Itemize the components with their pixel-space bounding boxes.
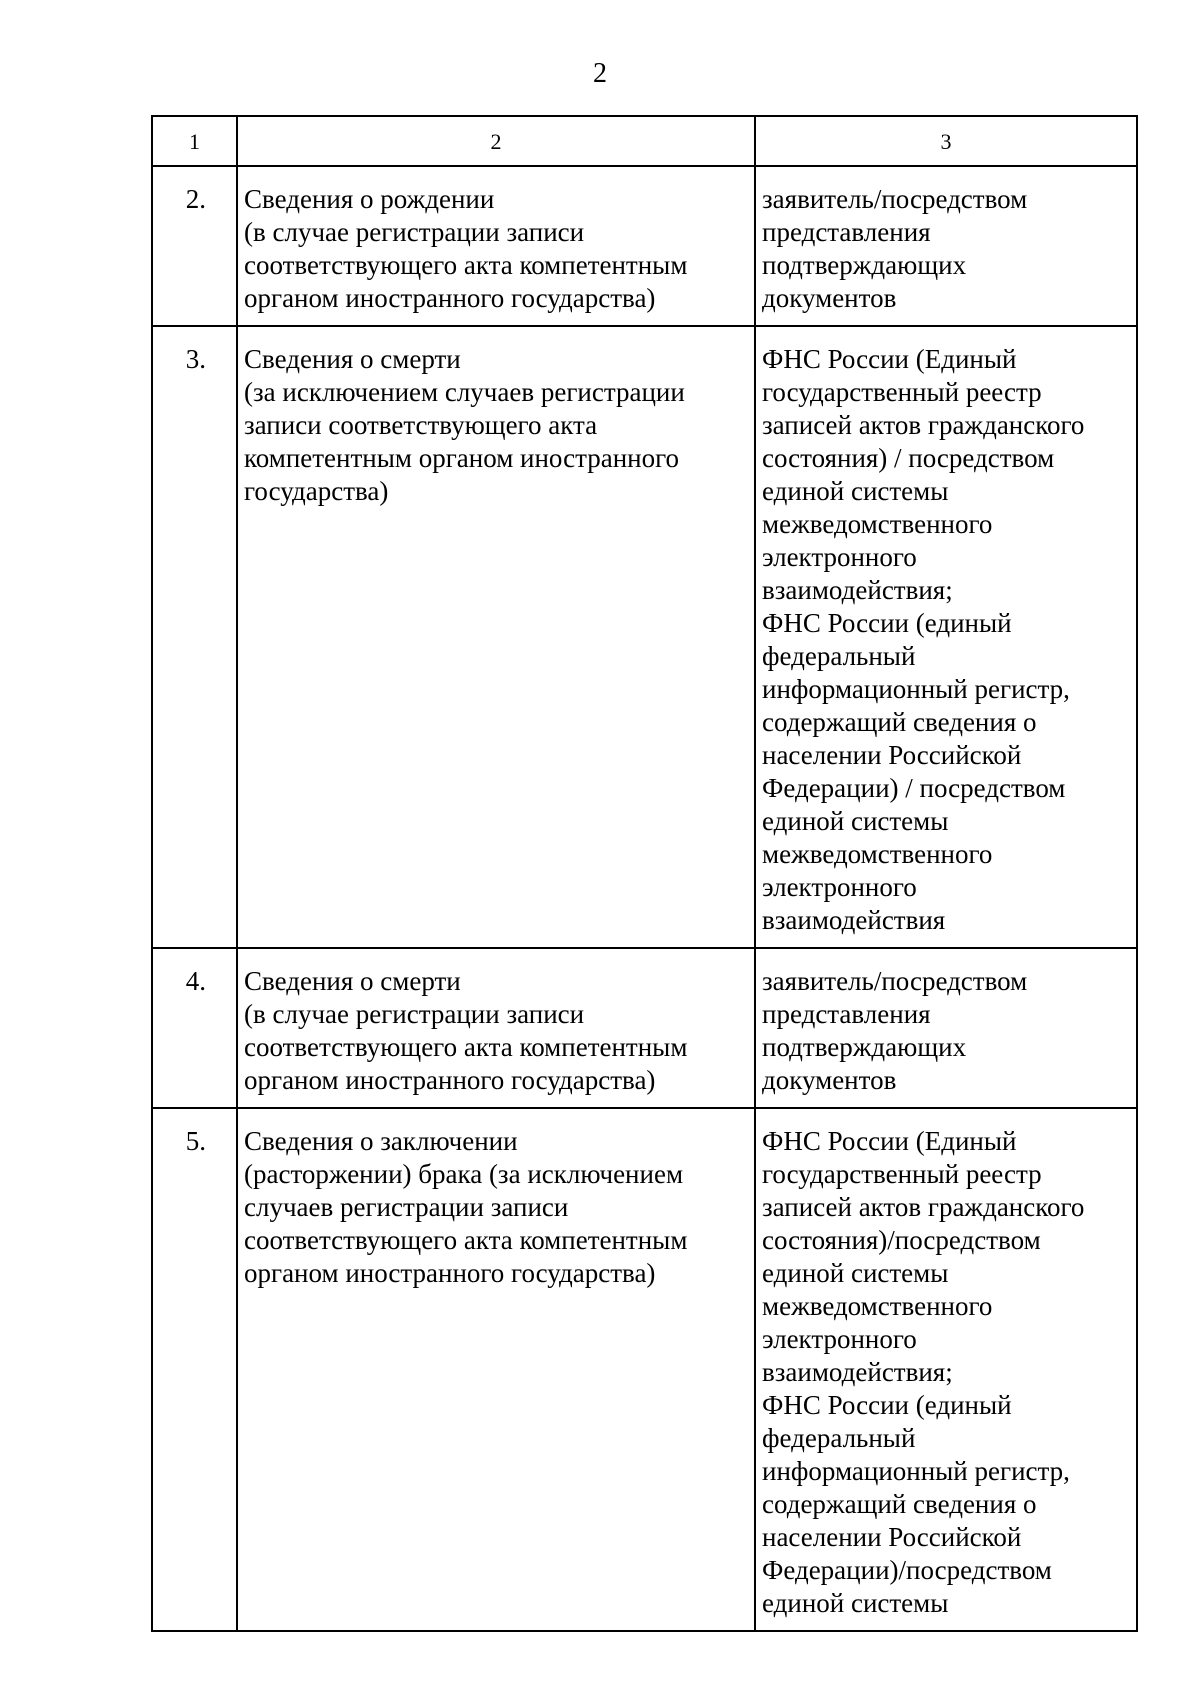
- source-line: записей актов гражданского: [762, 410, 1085, 440]
- source-line: федеральный: [762, 641, 916, 671]
- source-line: взаимодействия;: [762, 575, 953, 605]
- row-number: 5.: [152, 1108, 237, 1631]
- source-line: информационный регистр,: [762, 1456, 1070, 1486]
- source-line: состояния) / посредством: [762, 443, 1055, 473]
- information-cell: [237, 1108, 755, 1631]
- information-line: органом иностранного государства): [244, 1258, 656, 1288]
- source-line: информационный регистр,: [762, 674, 1070, 704]
- source-line: документов: [762, 283, 897, 313]
- document-table: [151, 115, 1138, 1632]
- information-line: соответствующего акта компетентным: [244, 1225, 688, 1255]
- source-line: содержащий сведения о: [762, 707, 1037, 737]
- table-row: [152, 1108, 1137, 1631]
- information-line: соответствующего акта компетентным: [244, 250, 688, 280]
- row-number: 3.: [152, 326, 237, 948]
- information-cell: [237, 948, 755, 1108]
- source-line: состояния)/посредством: [762, 1225, 1041, 1255]
- information-line: Сведения о смерти: [244, 344, 461, 374]
- source-line: подтверждающих: [762, 250, 967, 280]
- source-cell: [755, 1108, 1137, 1631]
- table-header-row: [152, 116, 1137, 166]
- source-line: электронного: [762, 542, 917, 572]
- information-cell: [237, 326, 755, 948]
- information-line: органом иностранного государства): [244, 283, 656, 313]
- source-line: взаимодействия;: [762, 1357, 953, 1387]
- source-line: населении Российской: [762, 740, 1022, 770]
- table-header: [152, 116, 1137, 166]
- source-line: федеральный: [762, 1423, 916, 1453]
- information-line: Сведения о смерти: [244, 966, 461, 996]
- information-line: (за исключением случаев регистрации: [244, 377, 685, 407]
- source-line: представления: [762, 999, 931, 1029]
- information-cell: [237, 166, 755, 326]
- information-line: (расторжении) брака (за исключением: [244, 1159, 684, 1189]
- source-line: населении Российской: [762, 1522, 1022, 1552]
- information-line: компетентным органом иностранного: [244, 443, 680, 473]
- source-cell: [755, 948, 1137, 1108]
- source-line: межведомственного: [762, 839, 993, 869]
- source-line: ФНС России (единый: [762, 1390, 1012, 1420]
- row-number: 2.: [152, 166, 237, 326]
- source-line: ФНС России (единый: [762, 608, 1012, 638]
- column-header-3: 3: [755, 116, 1137, 166]
- source-cell: [755, 166, 1137, 326]
- source-line: межведомственного: [762, 509, 993, 539]
- information-line: записи соответствующего акта: [244, 410, 598, 440]
- source-line: единой системы: [762, 1588, 949, 1618]
- column-header-1: 1: [152, 116, 237, 166]
- table-body: [152, 166, 1137, 1631]
- table-row: [152, 948, 1137, 1108]
- information-line: Сведения о заключении: [244, 1126, 518, 1156]
- source-line: государственный реестр: [762, 1159, 1042, 1189]
- source-line: электронного: [762, 872, 917, 902]
- information-line: (в случае регистрации записи: [244, 217, 585, 247]
- column-header-2: 2: [237, 116, 755, 166]
- information-line: государства): [244, 476, 389, 506]
- source-line: заявитель/посредством: [762, 966, 1028, 996]
- source-line: единой системы: [762, 476, 949, 506]
- source-line: единой системы: [762, 1258, 949, 1288]
- source-line: заявитель/посредством: [762, 184, 1028, 214]
- information-line: случаев регистрации записи: [244, 1192, 569, 1222]
- source-cell: [755, 326, 1137, 948]
- source-line: содержащий сведения о: [762, 1489, 1037, 1519]
- source-line: подтверждающих: [762, 1032, 967, 1062]
- source-line: Федерации)/посредством: [762, 1555, 1052, 1585]
- source-line: ФНС России (Единый: [762, 344, 1017, 374]
- information-line: соответствующего акта компетентным: [244, 1032, 688, 1062]
- source-line: единой системы: [762, 806, 949, 836]
- row-number: 4.: [152, 948, 237, 1108]
- source-line: ФНС России (Единый: [762, 1126, 1017, 1156]
- source-line: записей актов гражданского: [762, 1192, 1085, 1222]
- source-line: межведомственного: [762, 1291, 993, 1321]
- source-line: представления: [762, 217, 931, 247]
- source-line: электронного: [762, 1324, 917, 1354]
- table-row: [152, 166, 1137, 326]
- information-line: (в случае регистрации записи: [244, 999, 585, 1029]
- table-row: [152, 326, 1137, 948]
- page-number: 2: [593, 58, 607, 89]
- information-line: органом иностранного государства): [244, 1065, 656, 1095]
- information-line: Сведения о рождении: [244, 184, 495, 214]
- source-line: документов: [762, 1065, 897, 1095]
- source-line: Федерации) / посредством: [762, 773, 1066, 803]
- source-line: взаимодействия: [762, 905, 946, 935]
- source-line: государственный реестр: [762, 377, 1042, 407]
